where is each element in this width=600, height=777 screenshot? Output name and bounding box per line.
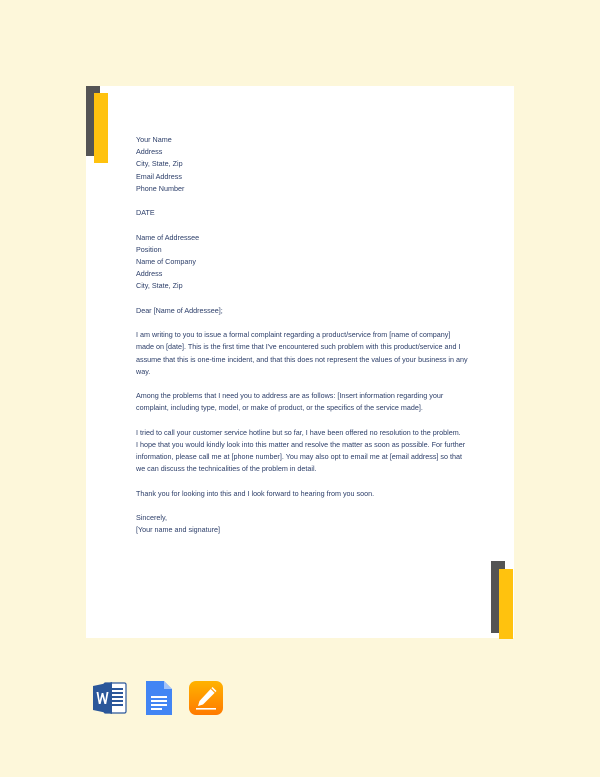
recipient-address: Address [136, 269, 163, 279]
date-block [136, 207, 472, 219]
paragraph-3 [136, 427, 472, 476]
paragraph-line: information, please call me at [phone number]. You may also opt to email me at [email address] so that [136, 452, 463, 462]
word-icon[interactable] [92, 680, 128, 716]
format-icons [92, 680, 224, 716]
paragraph-line: way. [136, 366, 151, 376]
letter-body [136, 134, 472, 549]
paragraph-line: made on [date]. This is the first time that I've encountered such problem with this product/service and I [136, 342, 461, 352]
paragraph-line: Among the problems that I need you to address are as follows: [Insert information regarding your [136, 391, 444, 401]
closing-block [136, 512, 472, 536]
paragraph-2 [136, 390, 472, 414]
recipient-position: Position [136, 244, 162, 254]
sender-name: Your Name [136, 135, 172, 144]
signature: [Your name and signature] [136, 525, 221, 535]
decorative-bar-yellow-bottom [499, 569, 513, 639]
recipient-block [136, 232, 472, 293]
sender-block [136, 134, 472, 195]
paragraph-line: I hope that you would kindly look into this matter and resolve the matter as soon as possible. For further [136, 439, 466, 449]
paragraph-4 [136, 488, 472, 500]
salutation: Dear [Name of Addressee]; [136, 305, 223, 315]
pages-icon[interactable] [188, 680, 224, 716]
closing: Sincerely, [136, 513, 168, 523]
recipient-city: City, State, Zip [136, 281, 183, 291]
paragraph-line: assume that this is one-time incident, and that this does not represent the values of your business in any [136, 354, 468, 364]
paragraph-line: I am writing to you to issue a formal complaint regarding a product/service from [name of company] [136, 330, 451, 340]
sender-city: City, State, Zip [136, 159, 183, 169]
sender-address: Address [136, 147, 163, 157]
decorative-bar-yellow-top [94, 93, 108, 163]
recipient-company: Name of Company [136, 257, 196, 266]
paragraph-1 [136, 329, 472, 378]
sender-email: Email Address [136, 171, 182, 181]
paragraph-line: I tried to call your customer service hotline but so far, I have been offered no resolution to the problem. [136, 427, 461, 437]
paragraph-line: we can discuss the technicalities of the problem in detail. [136, 464, 317, 474]
google-docs-icon[interactable] [140, 680, 176, 716]
paragraph-line: complaint, including type, model, or make of product, or the specifics of the service made]. [136, 403, 423, 413]
letter-date: DATE [136, 208, 155, 218]
sender-phone: Phone Number [136, 183, 185, 193]
recipient-name: Name of Addressee [136, 232, 200, 242]
paragraph-line: Thank you for looking into this and I look forward to hearing from you soon. [136, 488, 375, 498]
salutation-block [136, 305, 472, 317]
